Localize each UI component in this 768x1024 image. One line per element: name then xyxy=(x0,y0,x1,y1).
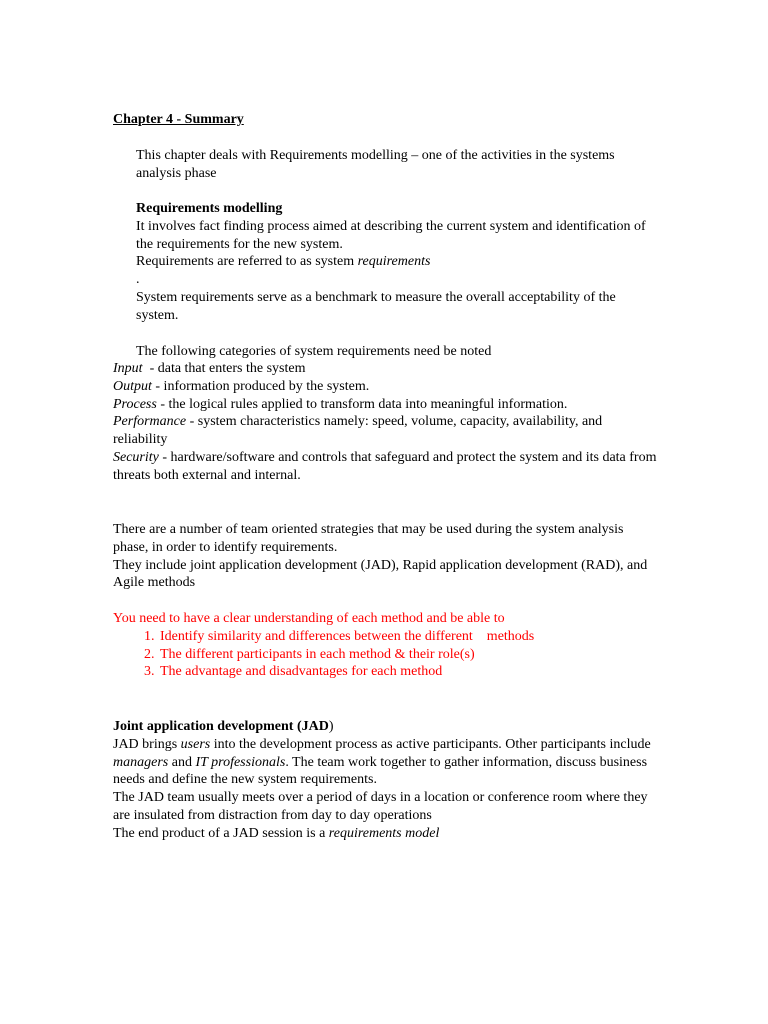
jad-text: The end product of a JAD session is a xyxy=(113,825,329,841)
stray-period: . xyxy=(136,272,140,288)
line2-prefix: Requirements are referred to as system xyxy=(136,254,358,270)
jad-users: users xyxy=(180,736,211,752)
category-performance xyxy=(113,413,658,449)
list-item: 1. Identify similarity and differences between the different methods xyxy=(158,628,658,646)
jad-managers: managers xyxy=(113,754,169,770)
category-input xyxy=(113,360,658,378)
list-item: 2. The different participants in each method & their role(s) xyxy=(158,646,658,664)
jad-section xyxy=(113,718,658,843)
category-desc: - hardware/software and controls that safeguard and protect the system and its data from threats both external and internal. xyxy=(113,449,657,483)
jad-heading-text: Joint application development (JAD xyxy=(113,719,329,734)
red-note-list xyxy=(113,628,658,681)
intro-paragraph: This chapter deals with Requirements modelling – one of the activities in the systems analysis phase xyxy=(136,148,615,181)
categories-list xyxy=(113,360,658,485)
requirements-modelling-section xyxy=(136,200,658,325)
requirements-modelling-line3: System requirements serve as a benchmark to measure the overall acceptability of the system. xyxy=(136,289,616,323)
jad-heading xyxy=(113,718,658,736)
jad-text: JAD brings xyxy=(113,736,181,752)
requirements-modelling-line1: It involves fact finding process aimed at describing the current system and identification of the requirements for the new system. xyxy=(136,218,646,252)
category-security xyxy=(113,449,658,485)
category-desc: - information produced by the system. xyxy=(151,378,370,394)
jad-heading-close: ) xyxy=(328,719,334,734)
category-term: Process xyxy=(113,396,157,412)
page-title: Chapter 4 - Summary xyxy=(113,112,244,127)
jad-it-professionals: IT professionals xyxy=(195,754,286,770)
red-note-intro: You need to have a clear understanding of each method and be able to xyxy=(113,611,505,626)
category-term: Security xyxy=(113,449,159,465)
category-term: Input xyxy=(113,361,143,376)
strategies-paragraph xyxy=(113,521,658,592)
category-term: Performance xyxy=(113,414,187,430)
category-desc: - the logical rules applied to transform data into meaningful information. xyxy=(156,396,568,412)
jad-requirements-model: requirements model xyxy=(328,825,440,841)
jad-text: . The team work together to gather information, discuss business needs and define the new system requirements. xyxy=(113,754,648,788)
category-output xyxy=(113,378,658,396)
jad-paragraph-1 xyxy=(113,736,658,789)
jad-paragraph-2: The JAD team usually meets over a period of days in a location or conference room where they are insulated from distraction from day to day operations xyxy=(113,790,648,823)
jad-text: and xyxy=(168,754,196,770)
jad-paragraph-3 xyxy=(113,825,658,843)
categories-intro: The following categories of system requirements need be noted xyxy=(136,344,492,359)
red-note xyxy=(113,610,658,681)
requirements-modelling-line2 xyxy=(136,253,658,271)
category-process xyxy=(113,396,658,414)
requirements-modelling-heading: Requirements modelling xyxy=(136,201,283,216)
category-term: Output xyxy=(113,378,152,394)
category-desc: - system characteristics namely: speed, volume, capacity, availability, and reliability xyxy=(113,414,603,448)
strategies-line2: They include joint application development (JAD), Rapid application development (RAD), and Agile methods xyxy=(113,557,648,591)
strategies-line1: There are a number of team oriented strategies that may be used during the system analysis phase, in order to identify requirements. xyxy=(113,522,624,555)
jad-text: into the development process as active participants. Other participants include xyxy=(210,736,651,752)
list-item: 3. The advantage and disadvantages for each method xyxy=(158,663,658,681)
requirements-italic: requirements xyxy=(357,254,431,270)
category-desc: - data that enters the system xyxy=(142,361,306,376)
